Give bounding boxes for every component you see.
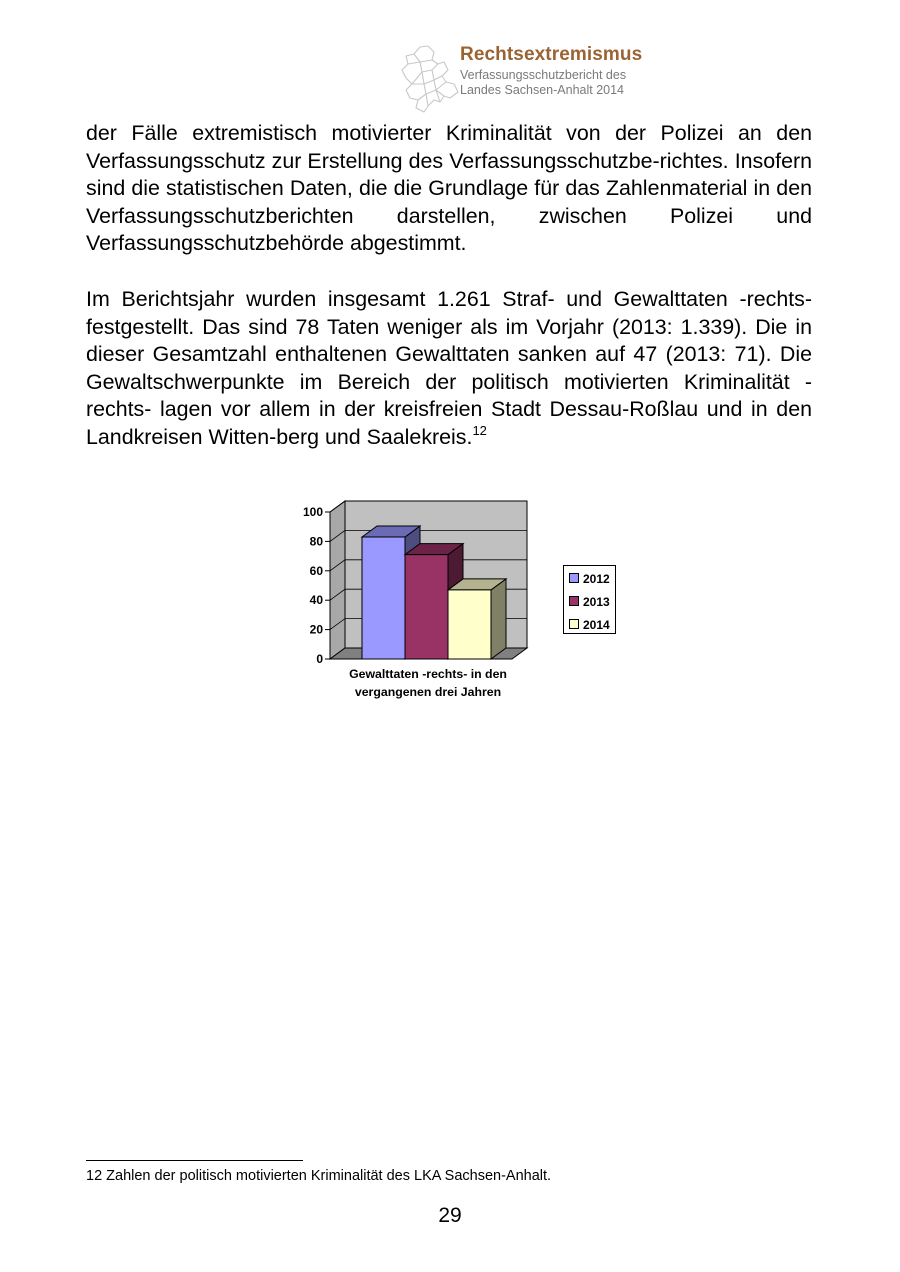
chart-y-tick-label: 100	[302, 505, 323, 519]
chart-y-tick-label: 0	[316, 652, 323, 666]
header-subtitle	[460, 68, 626, 98]
chart-y-tick-label: 80	[309, 534, 323, 549]
chart-category-label	[330, 665, 526, 701]
chart-bar-side-2014	[491, 579, 506, 659]
chart-side-wall	[330, 501, 345, 659]
saxony-anhalt-map-icon	[398, 44, 460, 114]
chart-y-tick-label: 20	[309, 622, 323, 637]
body-paragraph-2-text: Im Berichtsjahr wurden insgesamt 1.261 Straf- und Gewalttaten -rechts- festgestellt. Das sind 78 Taten weniger als im Vorjahr (2013: 1.339). Die in dieser Gesamtzahl enthaltenen Gewalttaten sanken auf 47 (2013: 71). Die Gewaltschwerpunkte im Bereich der politisch motivierten Kriminalität -rechts- lagen vor allem in der kreisfreien Stadt Dessau-Roßlau und in den Landkreisen Witten-berg und Saalekreis.	[86, 287, 812, 449]
chart-legend	[563, 565, 616, 634]
chart-bar-2014	[448, 590, 491, 659]
chart-category-line1: Gewalttaten -rechts- in den	[349, 667, 507, 681]
chart-bar-2012	[362, 537, 405, 659]
chart-bar-2013	[405, 555, 448, 659]
body-paragraph-1: der Fälle extremistisch motivierter Kriminalität von der Polizei an den Verfassungsschutz zur Erstellung des Verfassungsschutzbe-richtes. Insofern sind die statistischen Daten, die die Grundlage für das Zahlenmaterial in den Verfassungsschutzberichten darstellen, zwischen Polizei und Verfassungsschutzbehörde abgestimmt.	[86, 121, 812, 256]
chart-y-tick-label: 60	[309, 563, 323, 578]
legend-item-2014	[569, 618, 610, 633]
chart-y-tick-label: 40	[309, 593, 323, 608]
legend-swatch-2014	[569, 619, 579, 629]
legend-swatch-2013	[569, 596, 579, 606]
legend-item-2012	[569, 572, 610, 587]
legend-item-2013	[569, 595, 610, 610]
header-subtitle-line1: Verfassungsschutzbericht des	[460, 68, 627, 82]
legend-label-2014: 2014	[583, 618, 610, 632]
legend-swatch-2012	[569, 573, 579, 583]
legend-label-2012: 2012	[583, 572, 610, 586]
header-subtitle-line2: Landes Sachsen-Anhalt 2014	[460, 83, 625, 97]
body-paragraph-2	[86, 286, 812, 452]
footnote-reference: 12	[472, 422, 487, 438]
legend-label-2013: 2013	[583, 595, 610, 609]
footnote-divider	[86, 1160, 303, 1161]
page-number: 29	[438, 1204, 462, 1227]
header-title: Rechtsextremismus	[460, 44, 643, 65]
footnote-text: 12 Zahlen der politisch motivierten Kriminalität des LKA Sachsen-Anhalt.	[86, 1168, 552, 1184]
chart-category-line2: vergangenen drei Jahren	[354, 685, 502, 699]
